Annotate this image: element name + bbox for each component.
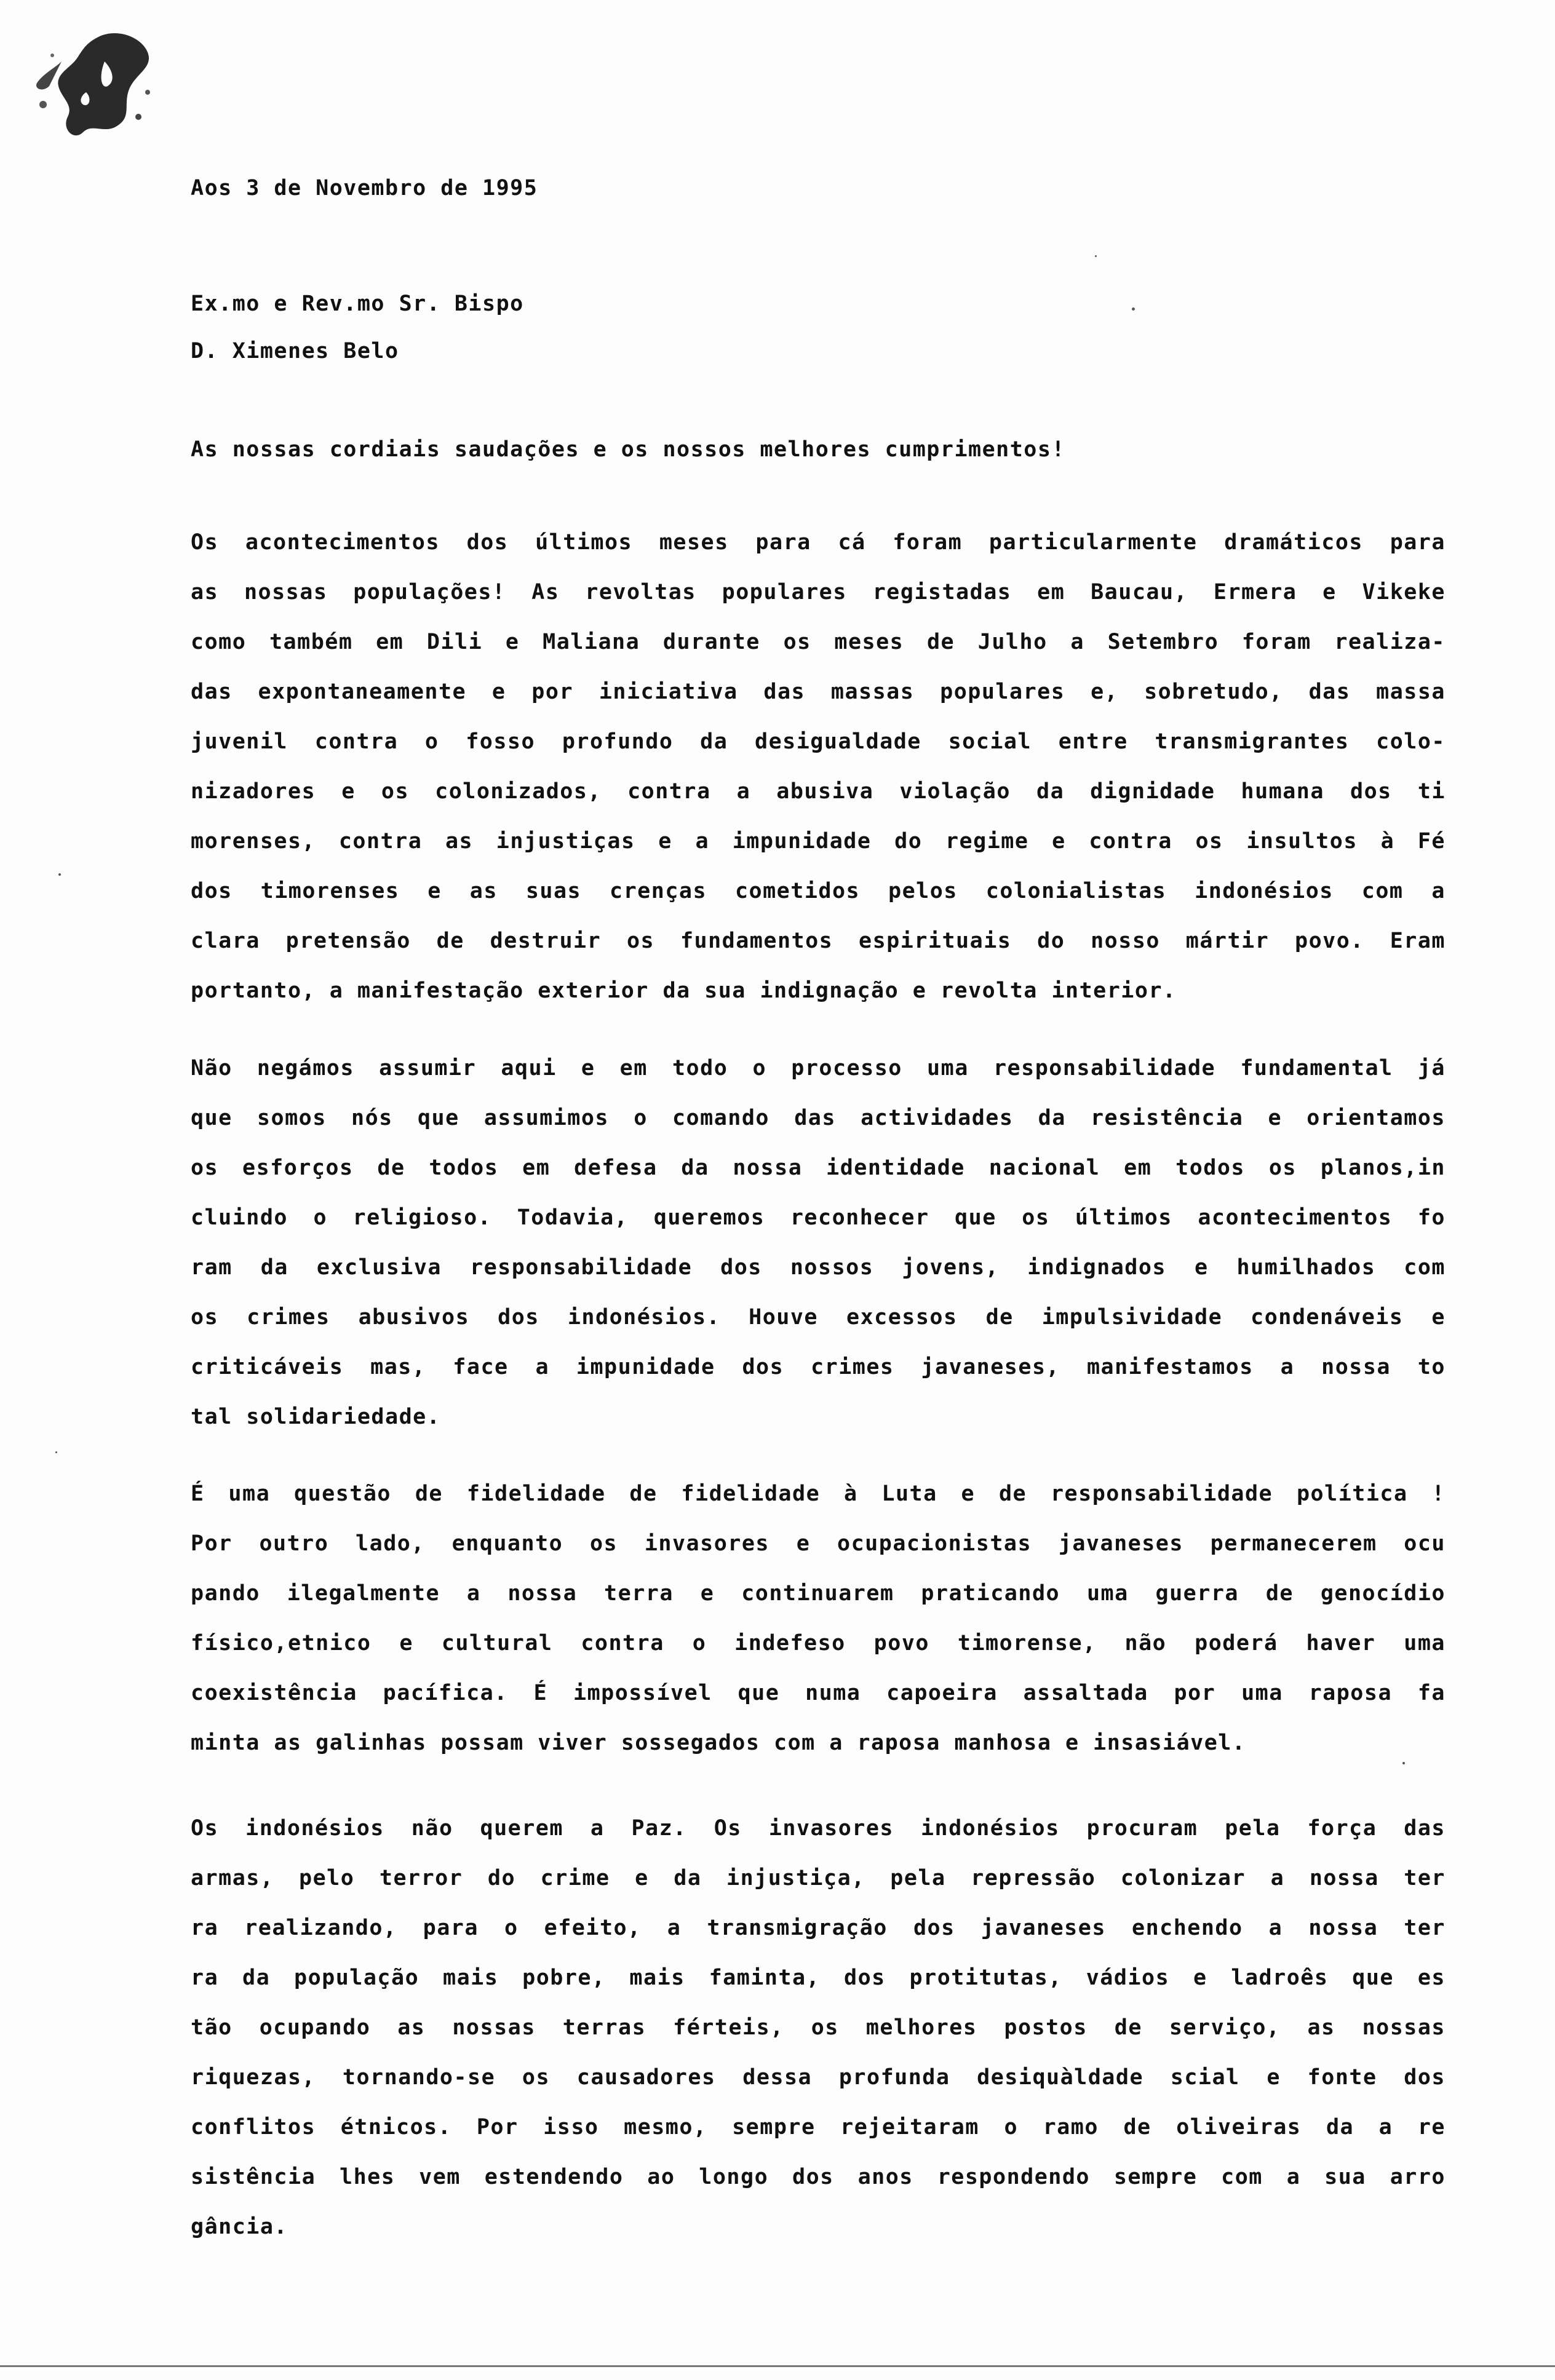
scan-speck bbox=[1132, 307, 1135, 311]
paragraph-1 bbox=[191, 518, 1446, 1016]
paragraph-line: gância. bbox=[191, 2215, 288, 2239]
page-edge-line bbox=[0, 2365, 1555, 2367]
paragraph-line: os esforços de todos em defesa da nossa identidade nacional em todos os planos,in bbox=[191, 1156, 1446, 1180]
paragraph-line: sistência lhes vem estendendo ao longo dos anos respondendo sempre com a sua arro bbox=[191, 2165, 1446, 2189]
paragraph-line: Os acontecimentos dos últimos meses para cá foram particularmente dramáticos para bbox=[191, 530, 1446, 555]
paragraph-line: dos timorenses e as suas crenças cometidos pelos colonialistas indonésios com a bbox=[191, 879, 1446, 903]
paragraph-line: os crimes abusivos dos indonésios. Houve excessos de impulsividade condenáveis e bbox=[191, 1305, 1446, 1330]
paragraph-3 bbox=[191, 1469, 1446, 1768]
paragraph-line: É uma questão de fidelidade de fidelidade à Luta e de responsabilidade política ! bbox=[191, 1482, 1446, 1506]
paragraph-line: ra realizando, para o efeito, a transmigração dos javaneses enchendo a nossa ter bbox=[191, 1916, 1446, 1940]
paragraph-line: cluindo o religioso. Todavia, queremos reconhecer que os últimos acontecimentos fo bbox=[191, 1205, 1446, 1230]
paragraph-line: Os indonésios não querem a Paz. Os invasores indonésios procuram pela força das bbox=[191, 1816, 1446, 1841]
paragraph-line: coexistência pacífica. É impossível que numa capoeira assaltada por uma raposa fa bbox=[191, 1681, 1446, 1705]
paragraph-line: das expontaneamente e por iniciativa das massas populares e, sobretudo, das massa bbox=[191, 680, 1446, 704]
scan-speck bbox=[1095, 255, 1097, 257]
greeting: As nossas cordiais saudações e os nossos melhores cumprimentos! bbox=[191, 437, 1066, 462]
paragraph-line: tal solidariedade. bbox=[191, 1405, 441, 1429]
paragraph-line: ram da exclusiva responsabilidade dos nossos jovens, indignados e humilhados com bbox=[191, 1255, 1446, 1280]
scan-speck bbox=[55, 1451, 57, 1453]
paragraph-line: portanto, a manifestação exterior da sua indignação e revolta interior. bbox=[191, 978, 1177, 1003]
paragraph-line: Por outro lado, enquanto os invasores e ocupacionistas javaneses permanecerem ocu bbox=[191, 1531, 1446, 1556]
paragraph-line: Não negámos assumir aqui e em todo o processo uma responsabilidade fundamental já bbox=[191, 1056, 1446, 1081]
paragraph-line: como também em Dili e Maliana durante os meses de Julho a Setembro foram realiza- bbox=[191, 630, 1446, 654]
scan-speck bbox=[1402, 1762, 1405, 1764]
scan-speck bbox=[58, 873, 61, 876]
ink-blot-mark bbox=[25, 25, 160, 148]
paragraph-line: as nossas populações! As revoltas populares registadas em Baucau, Ermera e Vikeke bbox=[191, 580, 1446, 605]
paragraph-line: minta as galinhas possam viver sossegados com a raposa manhosa e insasiável. bbox=[191, 1731, 1246, 1755]
paragraph-2 bbox=[191, 1044, 1446, 1442]
paragraph-line: tão ocupando as nossas terras férteis, os melhores postos de serviço, as nossas bbox=[191, 2015, 1446, 2040]
paragraph-line: físico,etnico e cultural contra o indefeso povo timorense, não poderá haver uma bbox=[191, 1631, 1446, 1656]
paragraph-line: morenses, contra as injustiças e a impunidade do regime e contra os insultos à Fé bbox=[191, 829, 1446, 854]
letter-date: Aos 3 de Novembro de 1995 bbox=[191, 176, 538, 200]
paragraph-line: juvenil contra o fosso profundo da desigualdade social entre transmigrantes colo- bbox=[191, 729, 1446, 754]
recipient-name: D. Ximenes Belo bbox=[191, 339, 399, 363]
paragraph-4 bbox=[191, 1804, 1446, 2252]
paragraph-line: criticáveis mas, face a impunidade dos crimes javaneses, manifestamos a nossa to bbox=[191, 1355, 1446, 1379]
paragraph-line: que somos nós que assumimos o comando das actividades da resistência e orientamos bbox=[191, 1106, 1446, 1130]
paragraph-line: armas, pelo terror do crime e da injustiça, pela repressão colonizar a nossa ter bbox=[191, 1866, 1446, 1890]
paragraph-line: nizadores e os colonizados, contra a abusiva violação da dignidade humana dos ti bbox=[191, 779, 1446, 804]
paragraph-line: clara pretensão de destruir os fundamentos espirituais do nosso mártir povo. Eram bbox=[191, 929, 1446, 953]
paragraph-line: riquezas, tornando-se os causadores dessa profunda desiquàldade scial e fonte dos bbox=[191, 2065, 1446, 2090]
paragraph-line: conflitos étnicos. Por isso mesmo, sempre rejeitaram o ramo de oliveiras da a re bbox=[191, 2115, 1446, 2140]
paragraph-line: ra da população mais pobre, mais faminta, dos protitutas, vádios e ladroês que es bbox=[191, 1965, 1446, 1990]
recipient-title: Ex.mo e Rev.mo Sr. Bispo bbox=[191, 292, 524, 316]
paragraph-line: pando ilegalmente a nossa terra e continuarem praticando uma guerra de genocídio bbox=[191, 1581, 1446, 1606]
